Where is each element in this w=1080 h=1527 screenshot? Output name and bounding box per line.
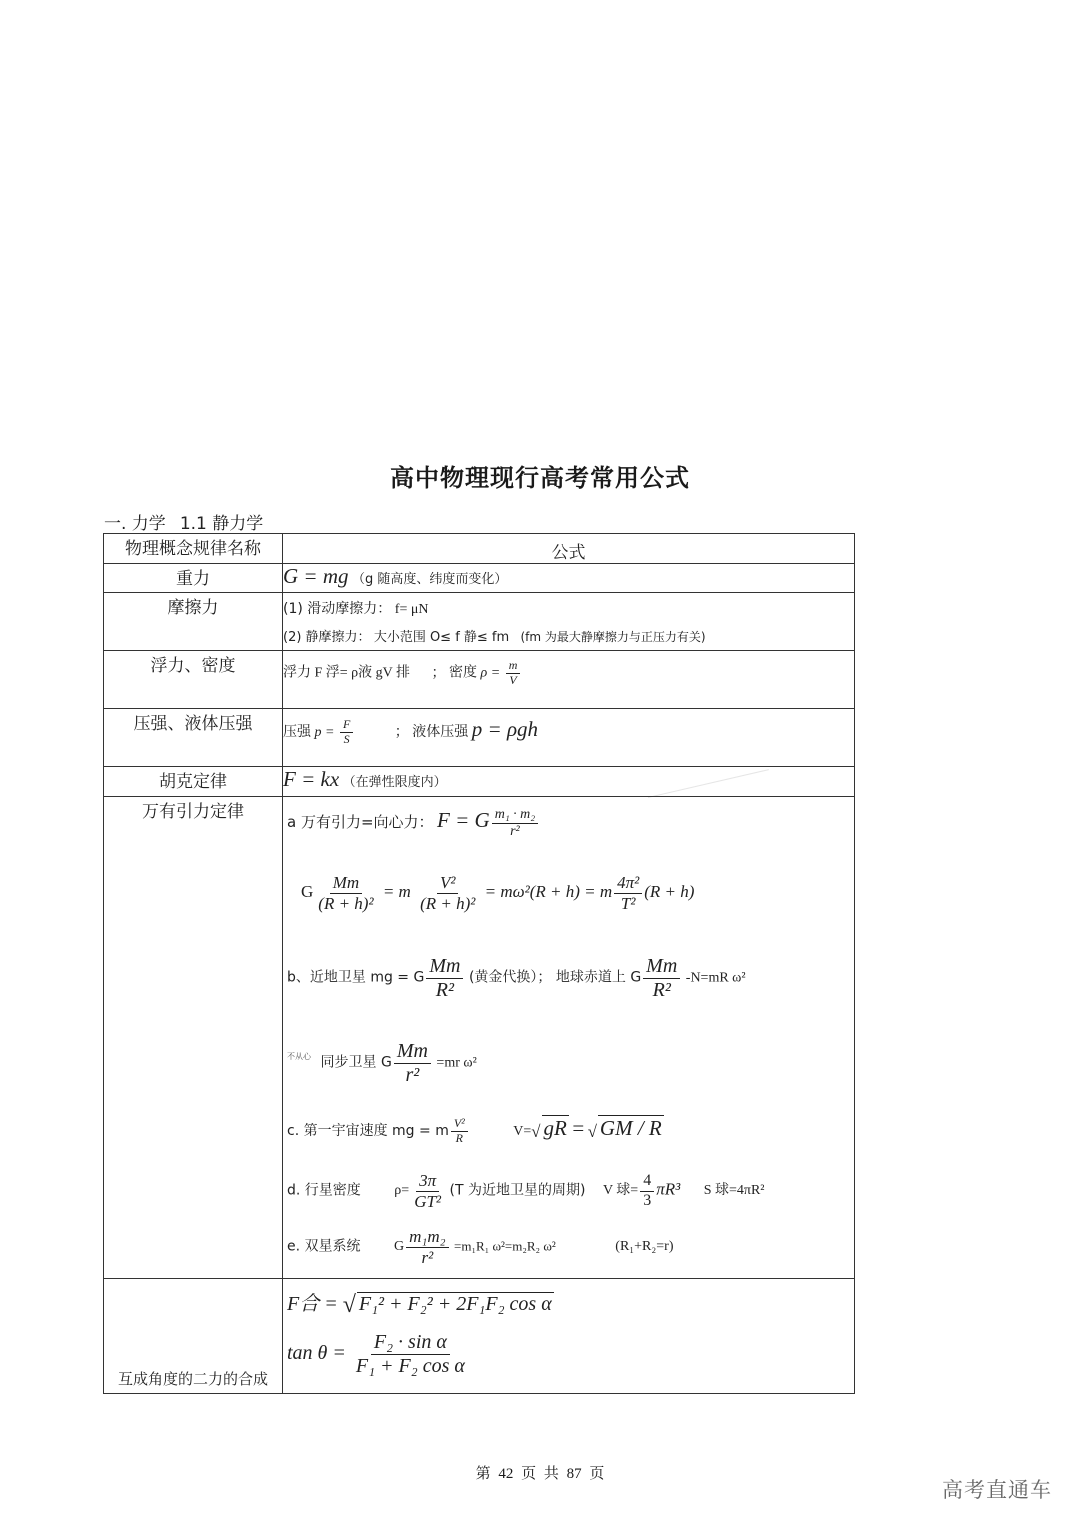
formula-a: a 万有引力=向心力： F = G $\frac{\text{m₁ · m₂}}{\text{r²}}$ bbox=[287, 807, 540, 840]
row-name-hooke: 胡克定律 bbox=[104, 767, 283, 797]
formula-tan: tan θ = $\frac{\text{F₂ · sin α}}{\text{F₁ + F₂ cos α}}$ bbox=[287, 1331, 465, 1377]
subsection-label: 1.1 静力学 bbox=[179, 514, 264, 534]
row-formula-gravity: G = mg （g 随高度、纬度而变化） bbox=[283, 564, 855, 593]
table-row bbox=[104, 767, 855, 797]
formula-b: b、近地卫星 mg = G $\frac{Mm}{\text{R²}}$ (黄金代换）； 地球赤道上 G $\frac{Mm}{\text{R²}}$ -N=mR ω² bbox=[287, 955, 746, 1001]
row-formula-friction: (1) 滑动摩擦力： f= μN (2) 静摩擦力： 大小范围 O≤ f 静≤ fm (fm 为最大静摩擦力与正压力有关) bbox=[283, 593, 855, 651]
formula-a2: G $\frac{Mm}{\text{(R + h)²}}$ = m $\frac{\text{V²}}{\text{(R + h)²}}$ = mω²(R + h) = m $\frac{\text{4π²}}{\text{T²}}$ (R + h) bbox=[301, 873, 695, 913]
formula-table bbox=[103, 533, 855, 1394]
row-name-gravitation: 万有引力定律 bbox=[104, 797, 283, 1279]
row-formula-pressure: 压强 p = $\frac{F}{S}$ ； 液体压强 p = ρgh bbox=[283, 709, 855, 767]
document-title: 高中物理现行高考常用公式 bbox=[390, 464, 690, 492]
formula-sync: $^{不从心}$ 同步卫星 G $\frac{Mm}{\text{r²}}$ =mr ω² bbox=[287, 1040, 477, 1086]
row-formula-gravitation bbox=[283, 797, 855, 1279]
table-row bbox=[104, 797, 855, 1279]
header-formula: 公式 bbox=[283, 534, 855, 564]
row-name-gravity: 重力 bbox=[104, 564, 283, 593]
formula-e: e. 双星系统 G $\frac{\text{m₁m₂}}{\text{r²}}$ =m₁R₁ ω²=m₂R₂ ω² (R₁+R₂=r) bbox=[287, 1227, 674, 1267]
table-row bbox=[104, 564, 855, 593]
watermark: 高考直通车 bbox=[942, 1478, 1052, 1502]
header-name: 物理概念规律名称 bbox=[104, 534, 283, 564]
section-heading bbox=[104, 509, 263, 534]
row-name-friction: 摩擦力 bbox=[104, 593, 283, 651]
chapter-label: 一. 力学 bbox=[104, 514, 166, 534]
table-header-row bbox=[104, 534, 855, 564]
row-name-pressure: 压强、液体压强 bbox=[104, 709, 283, 767]
table-row bbox=[104, 593, 855, 651]
row-name-composition: 互成角度的二力的合成 bbox=[104, 1279, 283, 1394]
table-row bbox=[104, 709, 855, 767]
table-row bbox=[104, 651, 855, 709]
row-formula-composition bbox=[283, 1279, 855, 1394]
table-row bbox=[104, 1279, 855, 1394]
row-formula-hooke: F = kx （在弹性限度内） bbox=[283, 767, 855, 797]
page-footer: 第 42 页 共 87 页 bbox=[475, 1466, 605, 1482]
row-name-buoyancy: 浮力、密度 bbox=[104, 651, 283, 709]
formula-d: d. 行星密度 ρ= $\frac{3\pi}{\text{GT²}}$ (T 为近地卫星的周期) V 球= $\frac{4}{3}$ πR³ S 球=4πR² bbox=[287, 1171, 765, 1211]
formula-c: c. 第一宇宙速度 mg = m $\frac{\text{V²}}{R}$ V=√ gR = √ GM / R bbox=[287, 1116, 662, 1146]
row-formula-buoyancy: 浮力 F 浮= ρ液 gV 排 ； 密度 ρ = $\frac{m}{V}$ bbox=[283, 651, 855, 709]
formula-resultant: F合 = √ F₁² + F₂² + 2F₁F₂ cos α bbox=[287, 1292, 552, 1318]
